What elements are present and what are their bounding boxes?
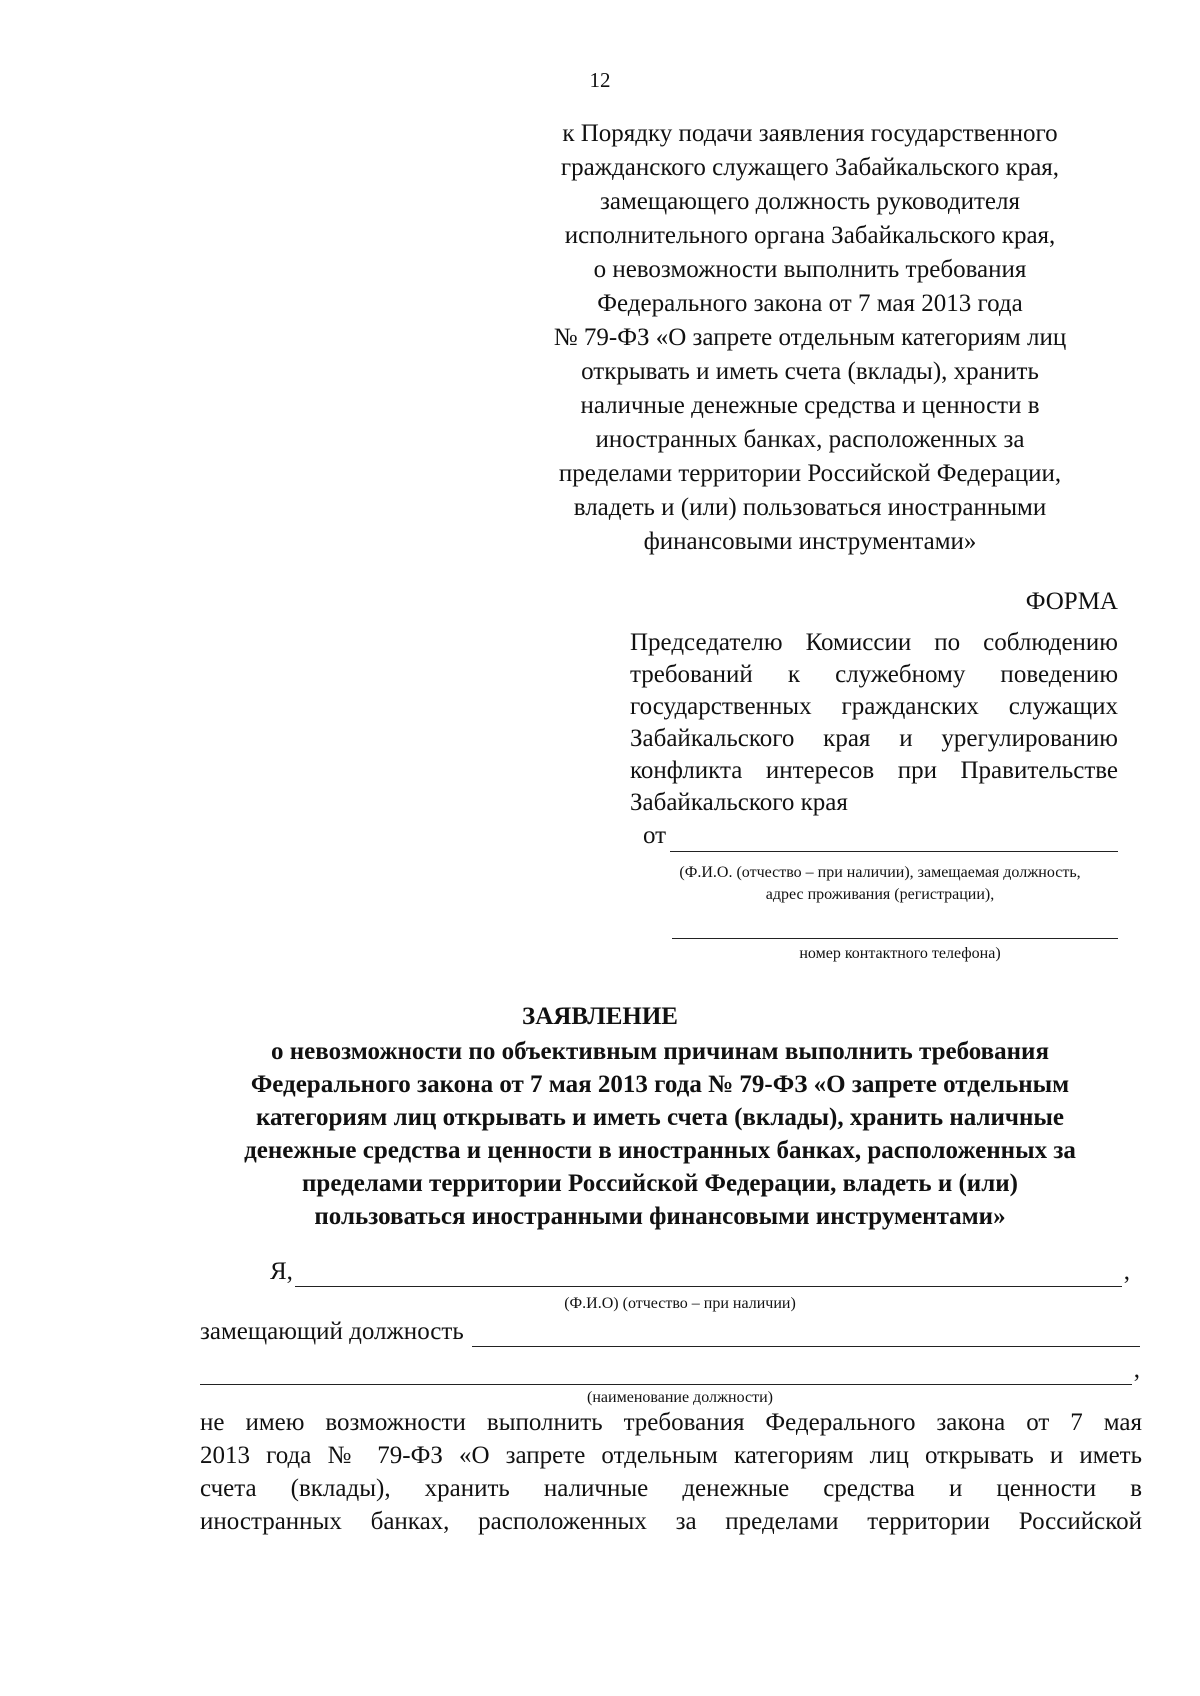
appendix-line: гражданского служащего Забайкальского края, [560, 154, 1060, 181]
from-blank-line[interactable] [670, 827, 1118, 852]
appendix-line: Федерального закона от 7 мая 2013 года [597, 290, 1023, 317]
position-blank-line[interactable] [472, 1324, 1140, 1347]
addressee-line: государственных гражданских служащих [630, 693, 1118, 720]
document-subtitle [180, 1035, 1140, 1233]
from-caption-line: адрес проживания (регистрации), [765, 886, 995, 903]
appendix-line: исполнительного органа Забайкальского края, [564, 222, 1056, 249]
addressee-line: Забайкальского края и урегулированию [630, 725, 1118, 752]
appendix-line: иностранных банках, расположенных за [595, 426, 1025, 453]
from-field-row [643, 820, 1118, 852]
comma: , [1133, 1356, 1140, 1383]
addressee-line: Забайкальского края [630, 789, 848, 816]
from-caption [640, 862, 1120, 906]
appendix-line: к Порядку подачи заявления государственного [562, 120, 1058, 147]
position-blank-line-2[interactable] [200, 1362, 1132, 1385]
comma: , [1123, 1258, 1130, 1285]
addressee-block [630, 627, 1118, 819]
subtitle-line: Федерального закона от 7 мая 2013 года № 79-ФЗ «О запрете отдельным [250, 1071, 1070, 1098]
position-field-row [200, 1317, 1140, 1347]
body-line: не имею возможности выполнить требования Федерального закона от 7 мая [200, 1409, 1142, 1436]
phone-caption: номер контактного телефона) [799, 945, 1001, 962]
address-blank-line[interactable] [672, 938, 1118, 939]
appendix-line: открывать и иметь счета (вклады), хранить [581, 358, 1039, 385]
subtitle-line: пользоваться иностранными финансовыми инструментами» [314, 1203, 1006, 1230]
appendix-line: № 79-ФЗ «О запрете отдельным категориям лиц [553, 324, 1067, 351]
body-paragraph [200, 1406, 1142, 1538]
addressee-line: требований к служебному поведению [630, 661, 1118, 688]
name-field-row [270, 1257, 1130, 1287]
from-label: от [643, 822, 667, 849]
appendix-reference [545, 117, 1075, 559]
body-line: счета (вклады), хранить наличные денежные средства и ценности в [200, 1475, 1142, 1502]
ya-label: Я, [270, 1258, 293, 1285]
appendix-line: о невозможности выполнить требования [593, 256, 1027, 283]
subtitle-line: категориям лиц открывать и иметь счета (вклады), хранить наличные [255, 1104, 1064, 1131]
subtitle-line: пределами территории Российской Федерации, владеть и (или) [302, 1170, 1018, 1197]
appendix-line: замещающего должность руководителя [599, 188, 1020, 215]
fio-caption: (Ф.И.О) (отчество – при наличии) [564, 1295, 796, 1312]
body-line: иностранных банках, расположенных за пределами территории Российской [200, 1508, 1142, 1535]
name-blank-line[interactable] [295, 1264, 1122, 1287]
position-field-row-2 [200, 1355, 1140, 1385]
appendix-line: финансовыми инструментами» [643, 528, 977, 555]
document-title: ЗАЯВЛЕНИЕ [522, 1003, 678, 1030]
subtitle-line: денежные средства и ценности в иностранных банках, расположенных за [244, 1137, 1076, 1164]
from-caption-line: (Ф.И.О. (отчество – при наличии), замещаемая должность, [679, 864, 1081, 881]
position-label: замещающий должность [200, 1318, 464, 1345]
appendix-line: пределами территории Российской Федерации, [558, 460, 1062, 487]
subtitle-line: о невозможности по объективным причинам выполнить требования [271, 1038, 1049, 1065]
body-line: 2013 года № 79-ФЗ «О запрете отдельным категориям лиц открывать и иметь [200, 1442, 1142, 1469]
position-caption: (наименование должности) [587, 1389, 773, 1406]
addressee-line: Председателю Комиссии по соблюдению [630, 629, 1118, 656]
addressee-line: конфликта интересов при Правительстве [630, 757, 1118, 784]
appendix-line: владеть и (или) пользоваться иностранными [573, 494, 1047, 521]
form-label: ФОРМА [1025, 588, 1118, 615]
page-number: 12 [589, 68, 611, 92]
appendix-line: наличные денежные средства и ценности в [580, 392, 1040, 419]
